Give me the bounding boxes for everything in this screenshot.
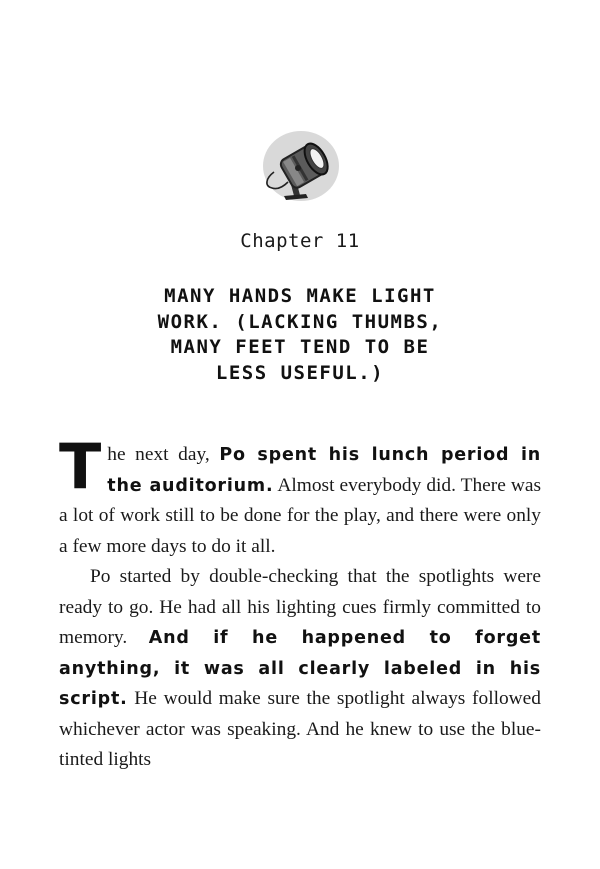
spotlight-illustration: [254, 128, 346, 212]
paragraph-2: [59, 562, 541, 776]
chapter-title-line-1: MANY HANDS MAKE LIGHT: [164, 285, 436, 307]
paragraph-1-highlight: Po spent his lunch period in the auditorium.: [107, 445, 541, 496]
paragraph-2-text-a: Po started by double-checking that the spotlights were ready to go. He had all his lighting cues firmly committed to memory.: [59, 566, 541, 648]
chapter-label: Chapter 11: [240, 230, 360, 252]
paragraph-1-text-b: Almost everybody did. There was a lot of work still to be done for the play, and there were only a few more days to do it all.: [59, 474, 541, 557]
chapter-title-line-2: WORK. (LACKING THUMBS,: [157, 310, 443, 333]
spotlight-icon: [254, 128, 346, 212]
paragraph-1: [59, 430, 541, 562]
paragraph-1-text-a: he next day,: [107, 444, 220, 465]
paragraph-2-text-b: He would make sure the spotlight always followed whichever actor was speaking. And he knew to use the blue-tinted lights: [59, 688, 541, 770]
paragraph-2-highlight: And if he happened to forget anything, it was all clearly labeled in his script.: [59, 628, 541, 709]
chapter-title-line-3: MANY FEET TEND TO BE: [170, 336, 430, 358]
chapter-title: [100, 284, 500, 386]
drop-cap: T: [59, 430, 102, 503]
chapter-title-line-4: LESS USEFUL.): [215, 361, 385, 384]
body-text: [59, 430, 541, 776]
